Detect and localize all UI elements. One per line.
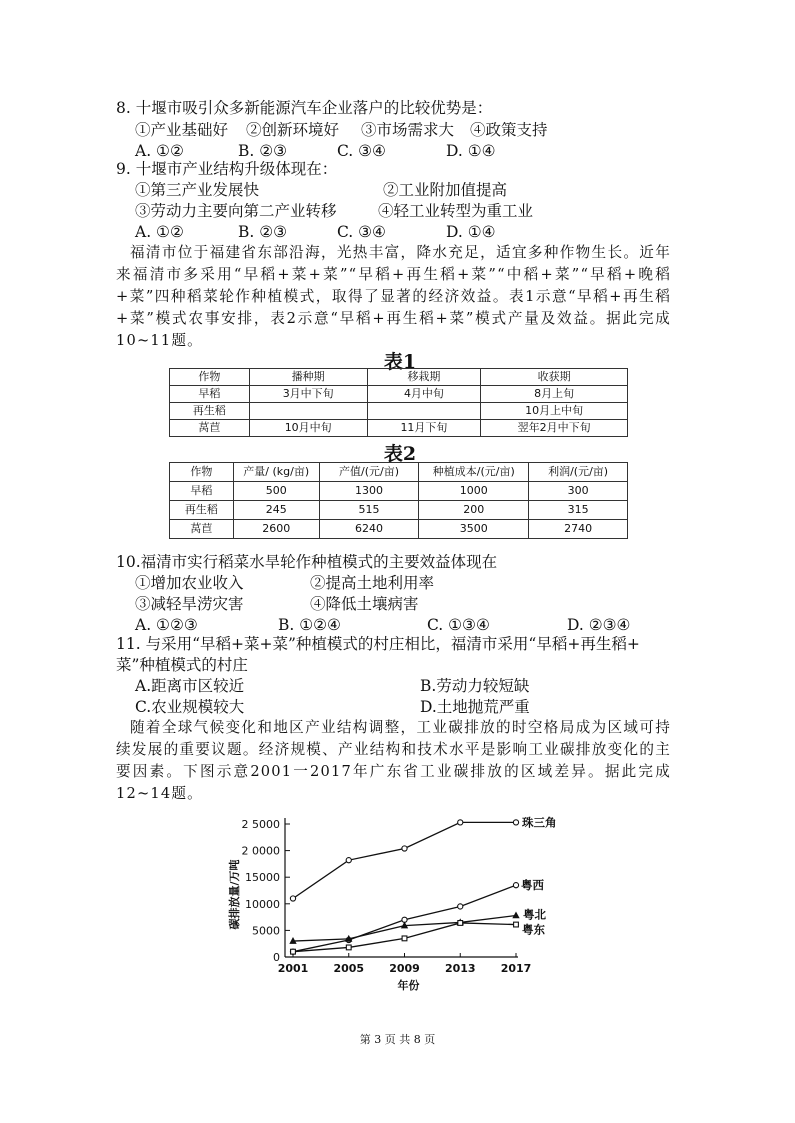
table-cell: 3500 [419, 520, 529, 539]
table-row [170, 386, 628, 403]
q10-choice-b: B. ①②④ [278, 616, 341, 634]
q11-choice-b: B.劳动力较短缺 [420, 677, 530, 695]
x-tick-label: 2013 [444, 962, 476, 975]
q10-choice-c: C. ①③④ [427, 616, 490, 634]
table-cell: 10月中旬 [249, 420, 367, 437]
table-header-row [170, 463, 628, 482]
q10-choice-a: A. ①②③ [135, 616, 198, 634]
table-cell: 1300 [319, 482, 419, 501]
data-point [513, 820, 518, 825]
intro-paragraph-1: 福清市位于福建省东部沿海，光热丰富，降水充足，适宜多种作物生长。近年来福清市多采用“早稻+菜+菜”“早稻+再生稻+菜”“中稻+菜”“早稻+晚稻+菜”四种稻菜轮作种植模式，取得了显著的经济效益。表1示意“早稻+再生稻+菜”模式农事安排，表2示意“早稻+再生稻+菜”模式产量及效益。据此完成10~11题。 [116, 244, 671, 349]
q10-item: ①增加农业收入 [135, 574, 244, 592]
q11-choice-c: C.农业规模较大 [135, 698, 245, 716]
table-cell: 2600 [233, 520, 319, 539]
series-line [293, 822, 516, 898]
y-tick-label: 5000 [252, 924, 280, 938]
q10-item: ④降低土壤病害 [310, 595, 419, 613]
series-label: 珠三角 [522, 815, 557, 830]
data-point [290, 896, 295, 901]
table-cell: 再生稻 [170, 403, 250, 420]
table-cell: 300 [529, 482, 628, 501]
series-label: 粤北 [523, 907, 546, 922]
table2-title: 表2 [383, 443, 417, 465]
table-cell: 早稻 [170, 386, 250, 403]
table-cell: 200 [419, 501, 529, 520]
q8-choice-b: B. ②③ [238, 142, 288, 160]
data-point [458, 921, 463, 926]
header-cell: 播种期 [249, 369, 367, 386]
table-cell: 翌年2月中下旬 [481, 420, 628, 437]
q8-item: ②创新环境好 [246, 121, 340, 139]
table-cell: 500 [233, 482, 319, 501]
table1 [169, 368, 628, 437]
header-cell: 作物 [170, 369, 250, 386]
q9-item: ②工业附加值提高 [383, 181, 508, 199]
q8-item: ④政策支持 [470, 121, 548, 139]
data-point [514, 922, 519, 927]
data-point [458, 820, 463, 825]
header-cell: 收获期 [481, 369, 628, 386]
q9-choice-d: D. ①④ [446, 223, 496, 241]
q10-stem: 10.福清市实行稻菜水旱轮作种植模式的主要效益体现在 [116, 553, 498, 571]
table-cell: 6240 [319, 520, 419, 539]
carbon-emission-line-chart [220, 810, 580, 1000]
x-tick-label: 2009 [389, 962, 420, 975]
q8-stem: 8. 十堰市吸引众多新能源汽车企业落户的比较优势是： [116, 99, 493, 117]
q11-choice-d: D.土地抛荒严重 [420, 698, 530, 716]
q9-item: ①第三产业发展快 [135, 181, 260, 199]
q10-item: ③减轻旱涝灾害 [135, 595, 244, 613]
table-cell: 8月上旬 [481, 386, 628, 403]
table-row [170, 482, 628, 501]
table-cell: 515 [319, 501, 419, 520]
table-cell: 莴苣 [170, 420, 250, 437]
data-point [402, 846, 407, 851]
table2 [169, 462, 628, 539]
table-cell: 莴苣 [170, 520, 234, 539]
table-cell: 10月上中旬 [481, 403, 628, 420]
series-label: 粤东 [522, 922, 545, 937]
data-point [346, 945, 351, 950]
q9-choice-c: C. ③④ [337, 223, 386, 241]
series-label: 粤西 [521, 878, 544, 893]
data-point [346, 858, 351, 863]
q9-choice-a: A. ①② [135, 223, 184, 241]
table-cell: 245 [233, 501, 319, 520]
table1-title: 表1 [383, 351, 417, 373]
q8-choice-c: C. ③④ [337, 142, 386, 160]
q8-choice-d: D. ①④ [446, 142, 496, 160]
y-tick-label: 0 [273, 951, 280, 964]
table-row [170, 501, 628, 520]
q11-stem-line1: 11. 与采用“早稻+菜+菜”种植模式的村庄相比，福清市采用“早稻+再生稻+ [116, 635, 640, 653]
header-cell: 产值/(元/亩) [319, 463, 419, 482]
header-cell: 作物 [170, 463, 234, 482]
y-axis-label: 碳排放量/万吨 [228, 859, 241, 930]
data-point [402, 936, 407, 941]
data-point [513, 912, 519, 918]
q9-stem: 9. 十堰市产业结构升级体现在： [116, 160, 338, 178]
table-cell: 早稻 [170, 482, 234, 501]
y-tick-label: 2 0000 [241, 844, 280, 858]
intro-paragraph-2: 随着全球气候变化和地区产业结构调整，工业碳排放的时空格局成为区域可持续发展的重要议题。经济规模、产业结构和技术水平是影响工业碳排放变化的主要因素。下图示意2001一2017年广东省工业碳排放的区域差异。据此完成12~14题。 [116, 719, 671, 802]
x-tick-label: 2005 [333, 962, 365, 975]
page-footer: 第 3 页 共 8 页 [359, 1033, 436, 1046]
q9-item: ③劳动力主要向第二产业转移 [135, 202, 337, 220]
table-cell: 2740 [529, 520, 628, 539]
header-cell: 移栽期 [367, 369, 481, 386]
table-row [170, 520, 628, 539]
table-row [170, 403, 628, 420]
q8-item: ③市场需求大 [361, 121, 455, 139]
x-tick-label: 2001 [277, 962, 309, 975]
header-cell: 利润/(元/亩) [529, 463, 628, 482]
table-cell: 再生稻 [170, 501, 234, 520]
y-tick-label: 15000 [245, 871, 280, 885]
data-point [458, 904, 463, 909]
q10-item: ②提高土地利用率 [310, 574, 435, 592]
table-cell: 4月中旬 [367, 386, 481, 403]
table-cell: 3月中下旬 [249, 386, 367, 403]
table-cell: 1000 [419, 482, 529, 501]
table-header-row [170, 369, 628, 386]
x-tick-label: 2017 [500, 962, 532, 975]
table-cell [249, 403, 367, 420]
y-tick-label: 2 5000 [241, 818, 280, 831]
header-cell: 种植成本/(元/亩) [419, 463, 529, 482]
q11-stem-line2: 菜”种植模式的村庄 [116, 656, 248, 674]
data-point [291, 949, 296, 954]
data-point [513, 883, 518, 888]
table-row [170, 420, 628, 437]
q10-choice-d: D. ②③④ [567, 616, 631, 634]
q8-choice-a: A. ①② [135, 142, 184, 160]
table-cell: 315 [529, 501, 628, 520]
header-cell: 产量/ (kg/亩) [233, 463, 319, 482]
q8-item: ①产业基础好 [135, 121, 229, 139]
y-tick-label: 10000 [245, 897, 280, 911]
q11-choice-a: A.距离市区较近 [135, 677, 245, 695]
table-cell [367, 403, 481, 420]
x-axis-label: 年份 [397, 979, 420, 992]
q9-item: ④轻工业转型为重工业 [378, 202, 534, 220]
table-cell: 11月下旬 [367, 420, 481, 437]
q9-choice-b: B. ②③ [238, 223, 288, 241]
